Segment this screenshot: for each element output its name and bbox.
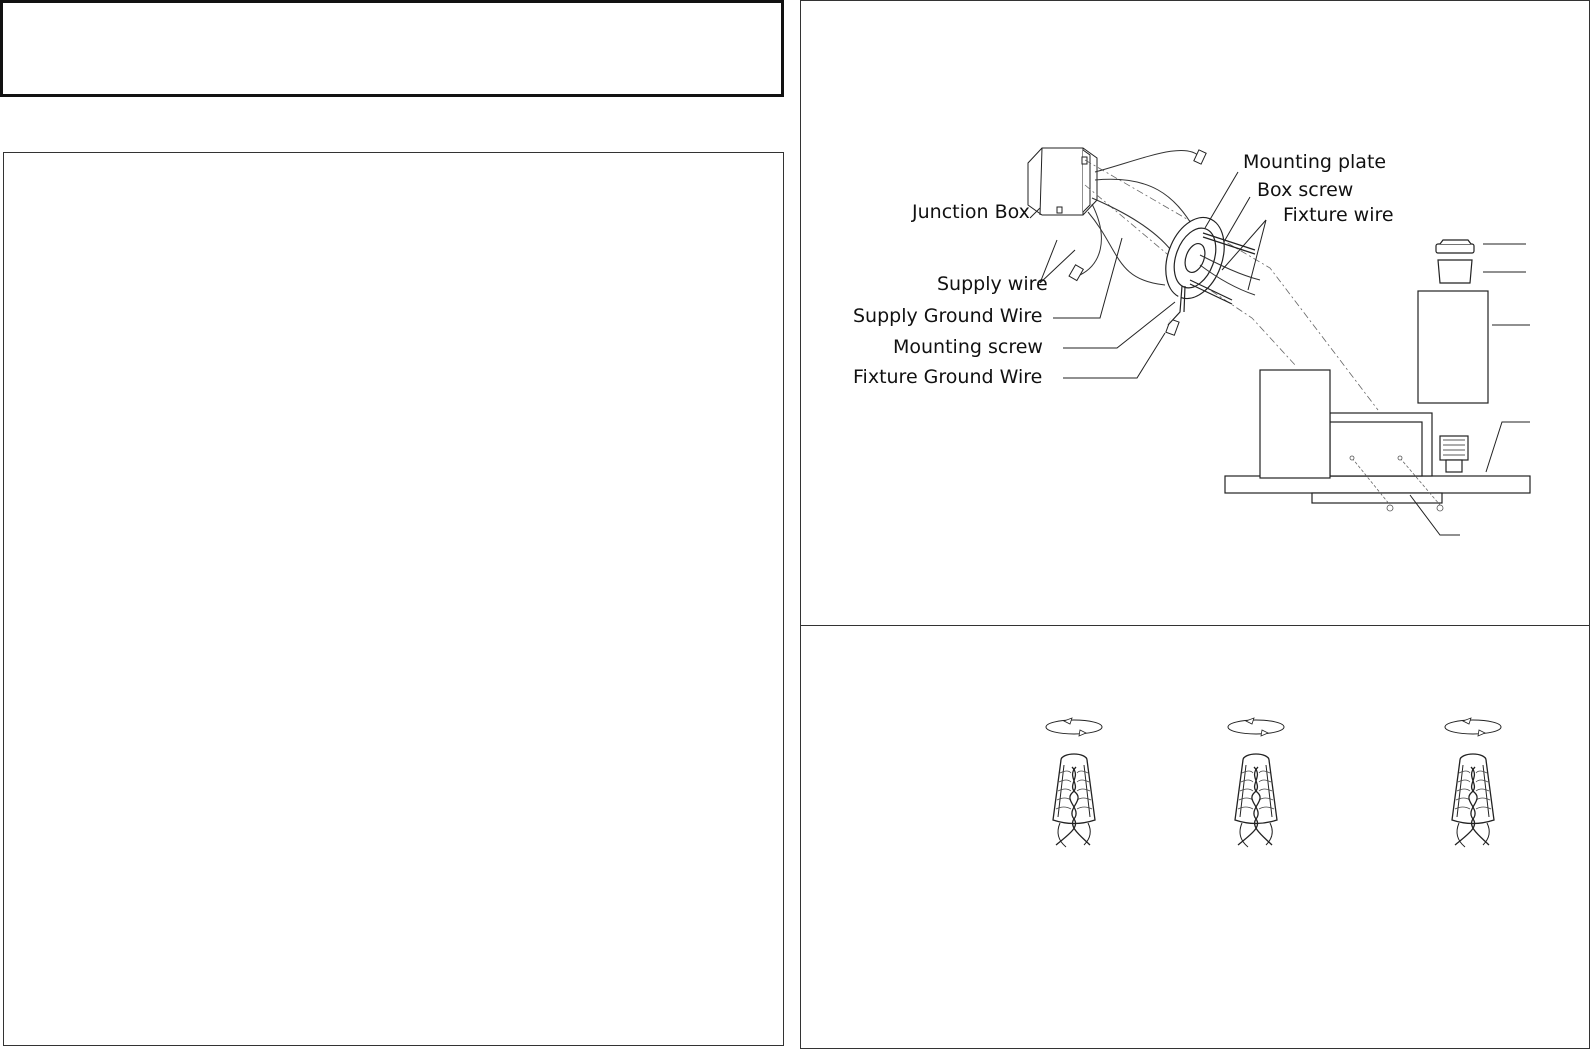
mounting-plate-drawing bbox=[1155, 209, 1234, 306]
junction-box-drawing bbox=[1028, 148, 1097, 215]
label-mounting-screw: Mounting screw bbox=[893, 336, 1043, 358]
label-fixture-wire: Fixture wire bbox=[1283, 204, 1394, 226]
label-supply-wire: Supply wire bbox=[937, 273, 1048, 295]
wire-nut-icon bbox=[1046, 718, 1102, 847]
fixture-side-view bbox=[1225, 240, 1530, 503]
wire-nut-icon bbox=[1228, 718, 1284, 847]
wire-nut-icon bbox=[1445, 718, 1501, 847]
label-junction-box: Junction Box bbox=[912, 201, 1030, 223]
label-fixture-ground-wire: Fixture Ground Wire bbox=[853, 366, 1043, 388]
label-mounting-plate: Mounting plate bbox=[1243, 151, 1387, 173]
label-supply-ground-wire: Supply Ground Wire bbox=[853, 305, 1043, 327]
label-box-screw: Box screw bbox=[1257, 179, 1354, 201]
